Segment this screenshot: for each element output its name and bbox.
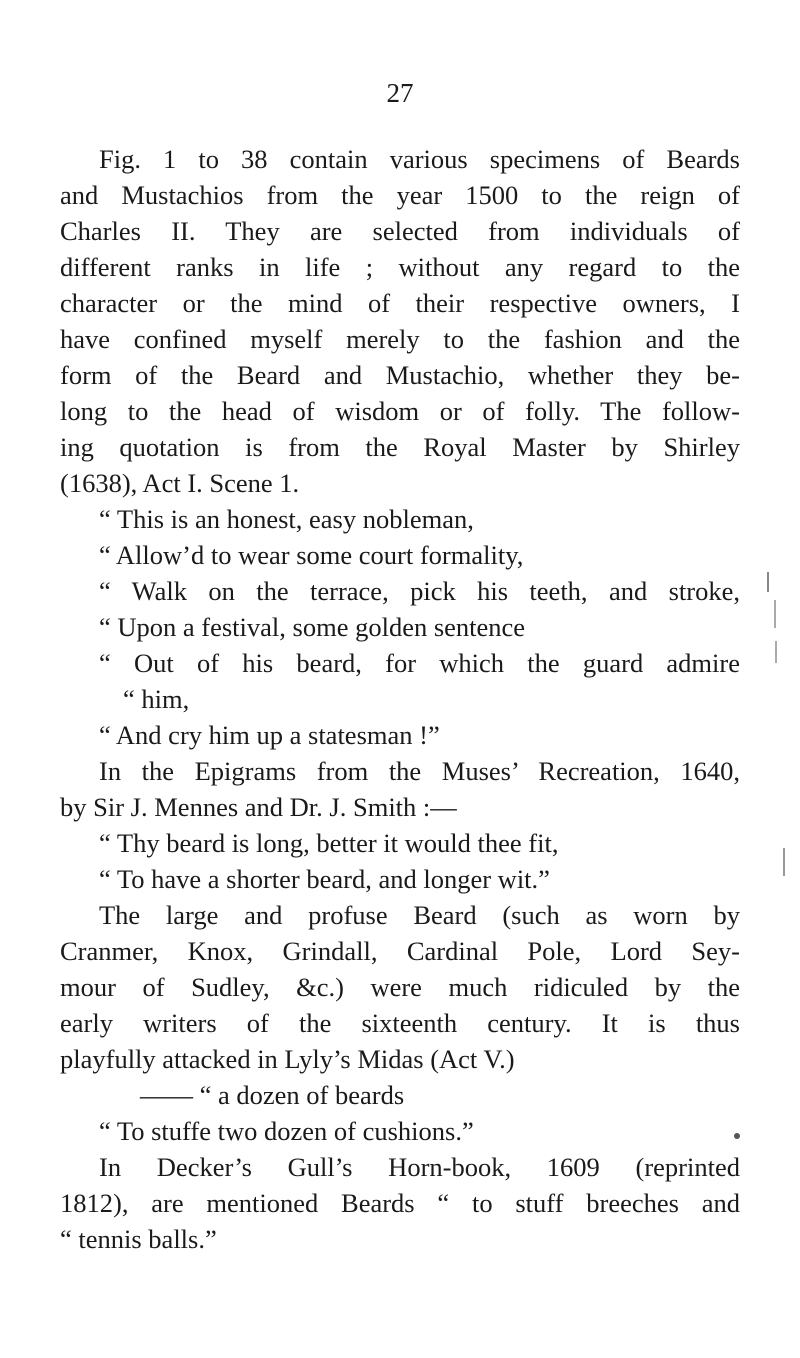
quote-line: “ Walk on the terrace, pick his teeth, and stroke, — [99, 576, 740, 606]
text-line: playfully attacked in Lyly’s Midas (Act V.) — [60, 1044, 515, 1074]
text-line: have confined myself merely to the fashion and the — [60, 324, 740, 354]
text-line: “ tennis balls.” — [60, 1224, 217, 1254]
quote-line: “ Upon a festival, some golden sentence — [99, 612, 526, 642]
text-line: form of the Beard and Mustachio, whether they be- — [60, 360, 740, 390]
text-line: mour of Sudley, &c.) were much ridiculed by the — [60, 972, 740, 1002]
scan-mark — [774, 600, 776, 628]
quote-line: —— “ a dozen of beards — [140, 1080, 405, 1110]
text-line: In the Epigrams from the Muses’ Recreation, 1640, — [99, 756, 740, 786]
quote-line: “ Allow’d to wear some court formality, — [99, 540, 524, 570]
text-line: 1812), are mentioned Beards “ to stuff breeches and — [60, 1188, 740, 1218]
page-number: 27 — [386, 78, 414, 108]
text-line: The large and profuse Beard (such as worn by — [99, 900, 740, 930]
text-line: In Decker’s Gull’s Horn-book, 1609 (reprinted — [99, 1152, 740, 1182]
scan-mark — [775, 641, 777, 663]
text-line: character or the mind of their respective owners, I — [60, 288, 740, 318]
quote-line: “ This is an honest, easy nobleman, — [99, 504, 474, 534]
scan-mark — [767, 572, 769, 592]
quote-line: “ To stuffe two dozen of cushions.” — [99, 1116, 474, 1146]
text-line: by Sir J. Mennes and Dr. J. Smith :— — [60, 792, 457, 822]
quote-line: “ him, — [123, 684, 190, 714]
text-line: and Mustachios from the year 1500 to the reign of — [60, 180, 740, 210]
text-line: ing quotation is from the Royal Master by Shirley — [60, 432, 740, 462]
quote-line: “ Out of his beard, for which the guard admire — [99, 648, 740, 678]
text-line: long to the head of wisdom or of folly. The follow- — [60, 396, 740, 426]
text-line: early writers of the sixteenth century. It is thus — [60, 1008, 740, 1038]
quote-line: “ To have a shorter beard, and longer wit.” — [99, 864, 550, 894]
text-line: (1638), Act I. Scene 1. — [60, 468, 300, 498]
quote-line: “ And cry him up a statesman !” — [99, 720, 440, 750]
text-line: Charles II. They are selected from individuals of — [60, 216, 740, 246]
scan-mark — [734, 1133, 740, 1139]
quote-line: “ Thy beard is long, better it would thee fit, — [99, 828, 559, 858]
text-line: Cranmer, Knox, Grindall, Cardinal Pole, Lord Sey- — [60, 936, 740, 966]
scan-mark — [783, 848, 785, 876]
text-line: different ranks in life ; without any regard to the — [60, 252, 740, 282]
text-line: Fig. 1 to 38 contain various specimens of Beards — [99, 144, 740, 174]
